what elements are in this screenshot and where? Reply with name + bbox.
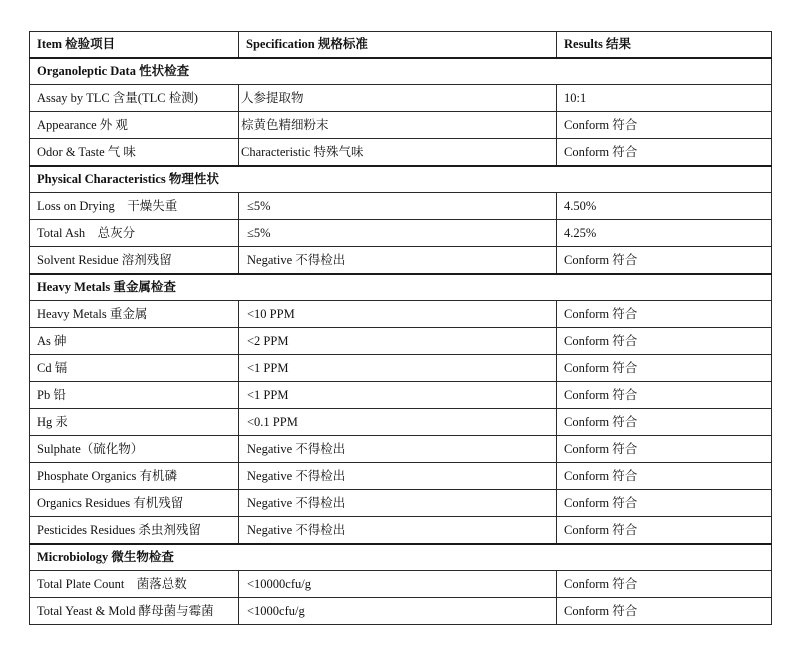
section-header-row [30,58,772,85]
header-results: Results 结果 [557,32,772,59]
row-item: Pesticides Residues 杀虫剂残留 [30,517,239,545]
header-item: Item 检验项目 [30,32,239,59]
section-title: Heavy Metals 重金属检查 [30,274,772,301]
row-specification: Negative 不得检出 [239,436,557,463]
table-header-row [30,32,772,59]
table-row [30,112,772,139]
table-row [30,436,772,463]
row-item: Sulphate（硫化物） [30,436,239,463]
row-result: Conform 符合 [557,139,772,167]
row-item: Total Yeast & Mold 酵母菌与霉菌 [30,598,239,625]
row-item: Total Ash 总灰分 [30,220,239,247]
section-header-row [30,544,772,571]
row-result: Conform 符合 [557,571,772,598]
table-row [30,193,772,220]
row-result: Conform 符合 [557,436,772,463]
table-row [30,382,772,409]
row-result: Conform 符合 [557,328,772,355]
header-specification: Specification 规格标准 [239,32,557,59]
row-item: Pb 铅 [30,382,239,409]
row-specification: Negative 不得检出 [239,247,557,275]
row-result: Conform 符合 [557,382,772,409]
row-specification: <2 PPM [239,328,557,355]
row-result: Conform 符合 [557,463,772,490]
table-row [30,463,772,490]
row-specification: <1 PPM [239,355,557,382]
row-item: Hg 汞 [30,409,239,436]
section-title: Organoleptic Data 性状检查 [30,58,772,85]
row-result: Conform 符合 [557,517,772,545]
row-specification: ≤5% [239,193,557,220]
row-specification: Negative 不得检出 [239,463,557,490]
section-header-row [30,166,772,193]
row-specification: Negative 不得检出 [239,517,557,545]
table-row [30,409,772,436]
row-specification: <1 PPM [239,382,557,409]
row-item: As 砷 [30,328,239,355]
table-row [30,328,772,355]
table-row [30,247,772,275]
table-row [30,220,772,247]
row-item: Total Plate Count 菌落总数 [30,571,239,598]
row-specification: ≤5% [239,220,557,247]
row-item: Phosphate Organics 有机磷 [30,463,239,490]
row-result: Conform 符合 [557,112,772,139]
row-item: Odor & Taste 气 味 [30,139,239,167]
row-result: Conform 符合 [557,247,772,275]
row-result: Conform 符合 [557,301,772,328]
row-specification: <0.1 PPM [239,409,557,436]
table-row [30,139,772,167]
row-item: Appearance 外 观 [30,112,239,139]
row-specification: <1000cfu/g [239,598,557,625]
table-row [30,355,772,382]
row-item: Heavy Metals 重金属 [30,301,239,328]
row-result: 10:1 [557,85,772,112]
section-title: Microbiology 微生物检查 [30,544,772,571]
analysis-sheet [29,31,771,625]
row-result: 4.25% [557,220,772,247]
row-specification: <10 PPM [239,301,557,328]
row-result: Conform 符合 [557,409,772,436]
row-item: Cd 镉 [30,355,239,382]
table-row [30,301,772,328]
analysis-table-body [30,32,772,625]
table-row [30,571,772,598]
table-row [30,85,772,112]
table-row [30,490,772,517]
row-result: 4.50% [557,193,772,220]
row-specification: Characteristic 特殊气味 [239,139,557,167]
row-specification: 人参提取物 [239,85,557,112]
row-result: Conform 符合 [557,355,772,382]
row-result: Conform 符合 [557,598,772,625]
section-title: Physical Characteristics 物理性状 [30,166,772,193]
analysis-table [29,31,772,625]
row-item: Loss on Drying 干燥失重 [30,193,239,220]
row-item: Assay by TLC 含量(TLC 检测) [30,85,239,112]
row-item: Solvent Residue 溶剂残留 [30,247,239,275]
section-header-row [30,274,772,301]
table-row [30,598,772,625]
row-specification: 棕黄色精细粉末 [239,112,557,139]
row-item: Organics Residues 有机残留 [30,490,239,517]
row-specification: <10000cfu/g [239,571,557,598]
table-row [30,517,772,545]
row-result: Conform 符合 [557,490,772,517]
row-specification: Negative 不得检出 [239,490,557,517]
